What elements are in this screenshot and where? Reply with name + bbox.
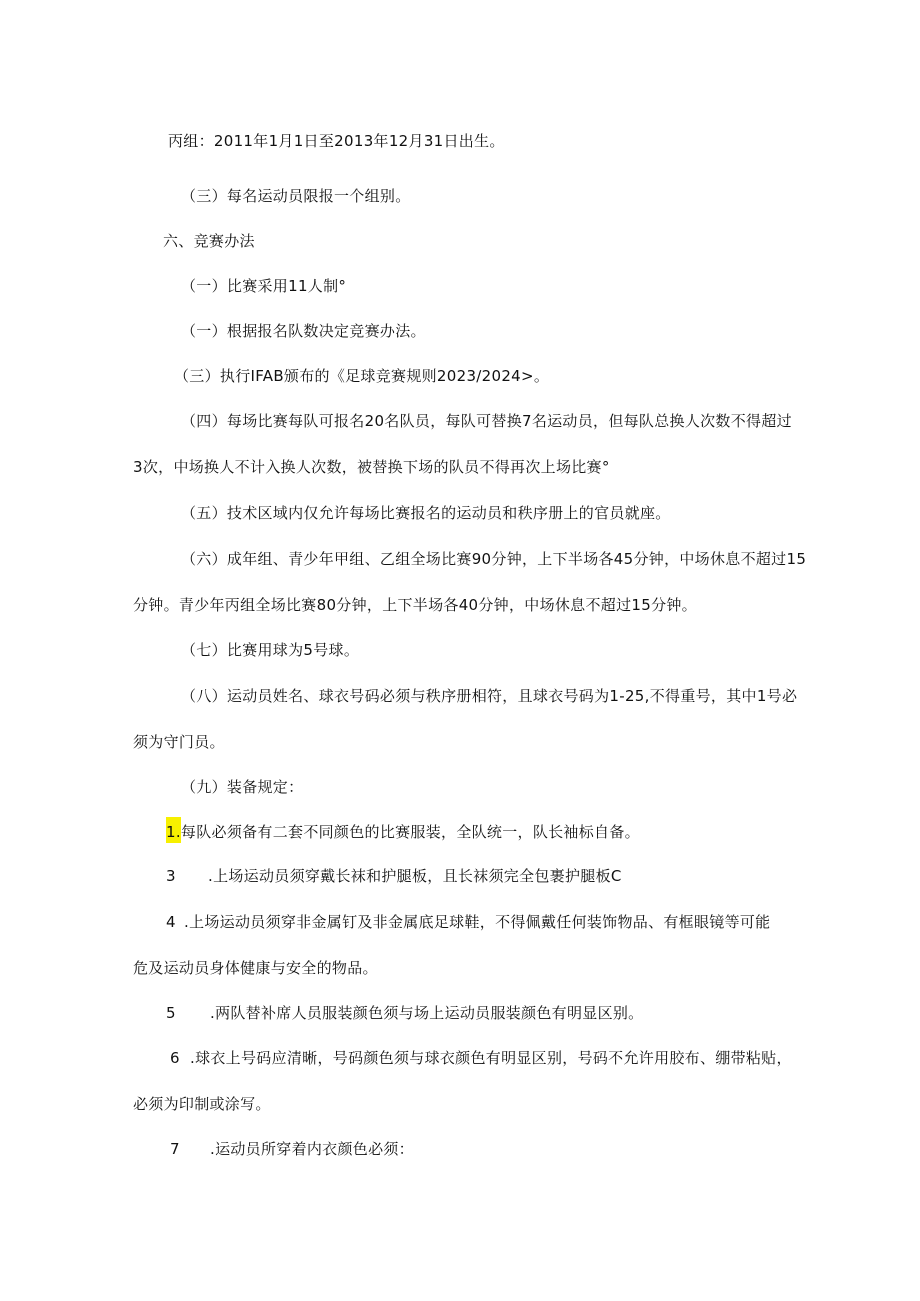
- item-8-line-2: 须为守门员。: [133, 733, 225, 751]
- group-c-line: 丙组：2011年1月1日至2013年12月31日出生。: [168, 132, 505, 150]
- item-1-line: （一）比赛采用11人制°: [181, 277, 347, 295]
- highlighted-number: 1.: [166, 817, 181, 843]
- sub-item-4-number: 4: [166, 913, 176, 931]
- item-3-line: （三）执行IFAB颁布的《足球竞赛规则2023∕2024>。: [174, 367, 550, 385]
- sub-item-6: [170, 1048, 792, 1068]
- item-8-line-1: （八）运动员姓名、球衣号码必须与秩序册相符，且球衣号码为1-25,不得重号，其中1号必: [181, 687, 798, 705]
- sub-item-3: [166, 866, 622, 886]
- sub-item-4-text: .上场运动员须穿非金属钉及非金属底足球鞋，不得佩戴任何装饰物品、有框眼镜等可能: [184, 913, 771, 931]
- sub-item-6-line-2: 必须为印制或涂写。: [133, 1095, 271, 1113]
- sub-item-1-text: 每队必须备有二套不同颜色的比赛服装，全队统一，队长袖标自备。: [180, 823, 640, 841]
- sub-item-7: [170, 1139, 414, 1159]
- sub-item-3-text: .上场运动员须穿戴长袜和护腿板，且长袜须完全包裹护腿板C: [208, 867, 622, 885]
- item-4-line-2: 3次，中场换人不计入换人次数，被替换下场的队员不得再次上场比赛°: [133, 458, 610, 476]
- sub-item-7-text: .运动员所穿着内衣颜色必须：: [210, 1140, 414, 1158]
- sub-item-1: [166, 822, 640, 842]
- sub-item-4-line-2: 危及运动员身体健康与安全的物品。: [133, 959, 378, 977]
- item-6-line-2: 分钟。青少年丙组全场比赛80分钟，上下半场各40分钟，中场休息不超过15分钟。: [133, 596, 697, 614]
- item-2-line: （一）根据报名队数决定竞赛办法。: [181, 322, 426, 340]
- sub-item-3-number: 3: [166, 867, 176, 885]
- sub-item-6-text: .球衣上号码应清晰，号码颜色须与球衣颜色有明显区别，号码不允许用胶布、绷带粘贴，: [190, 1049, 792, 1067]
- section-6-heading: 六、竞赛办法: [163, 232, 255, 250]
- item-6-line-1: （六）成年组、青少年甲组、乙组全场比赛90分钟，上下半场各45分钟，中场休息不超过15: [181, 550, 807, 568]
- sub-item-7-number: 7: [170, 1140, 180, 1158]
- rule-3-line: （三）每名运动员限报一个组别。: [181, 187, 411, 205]
- sub-item-6-number: 6: [170, 1049, 180, 1067]
- item-4-line-1: （四）每场比赛每队可报名20名队员，每队可替换7名运动员，但每队总换人次数不得超过: [181, 412, 792, 430]
- sub-item-4: [166, 912, 770, 932]
- sub-item-5-number: 5: [166, 1004, 176, 1022]
- item-9-line: （九）装备规定：: [181, 778, 304, 796]
- item-5-line: （五）技术区域内仅允许每场比赛报名的运动员和秩序册上的官员就座。: [181, 504, 671, 522]
- sub-item-5-text: .两队替补席人员服装颜色须与场上运动员服装颜色有明显区别。: [210, 1004, 644, 1022]
- item-7-line: （七）比赛用球为5号球。: [181, 641, 360, 659]
- sub-item-5: [166, 1003, 643, 1023]
